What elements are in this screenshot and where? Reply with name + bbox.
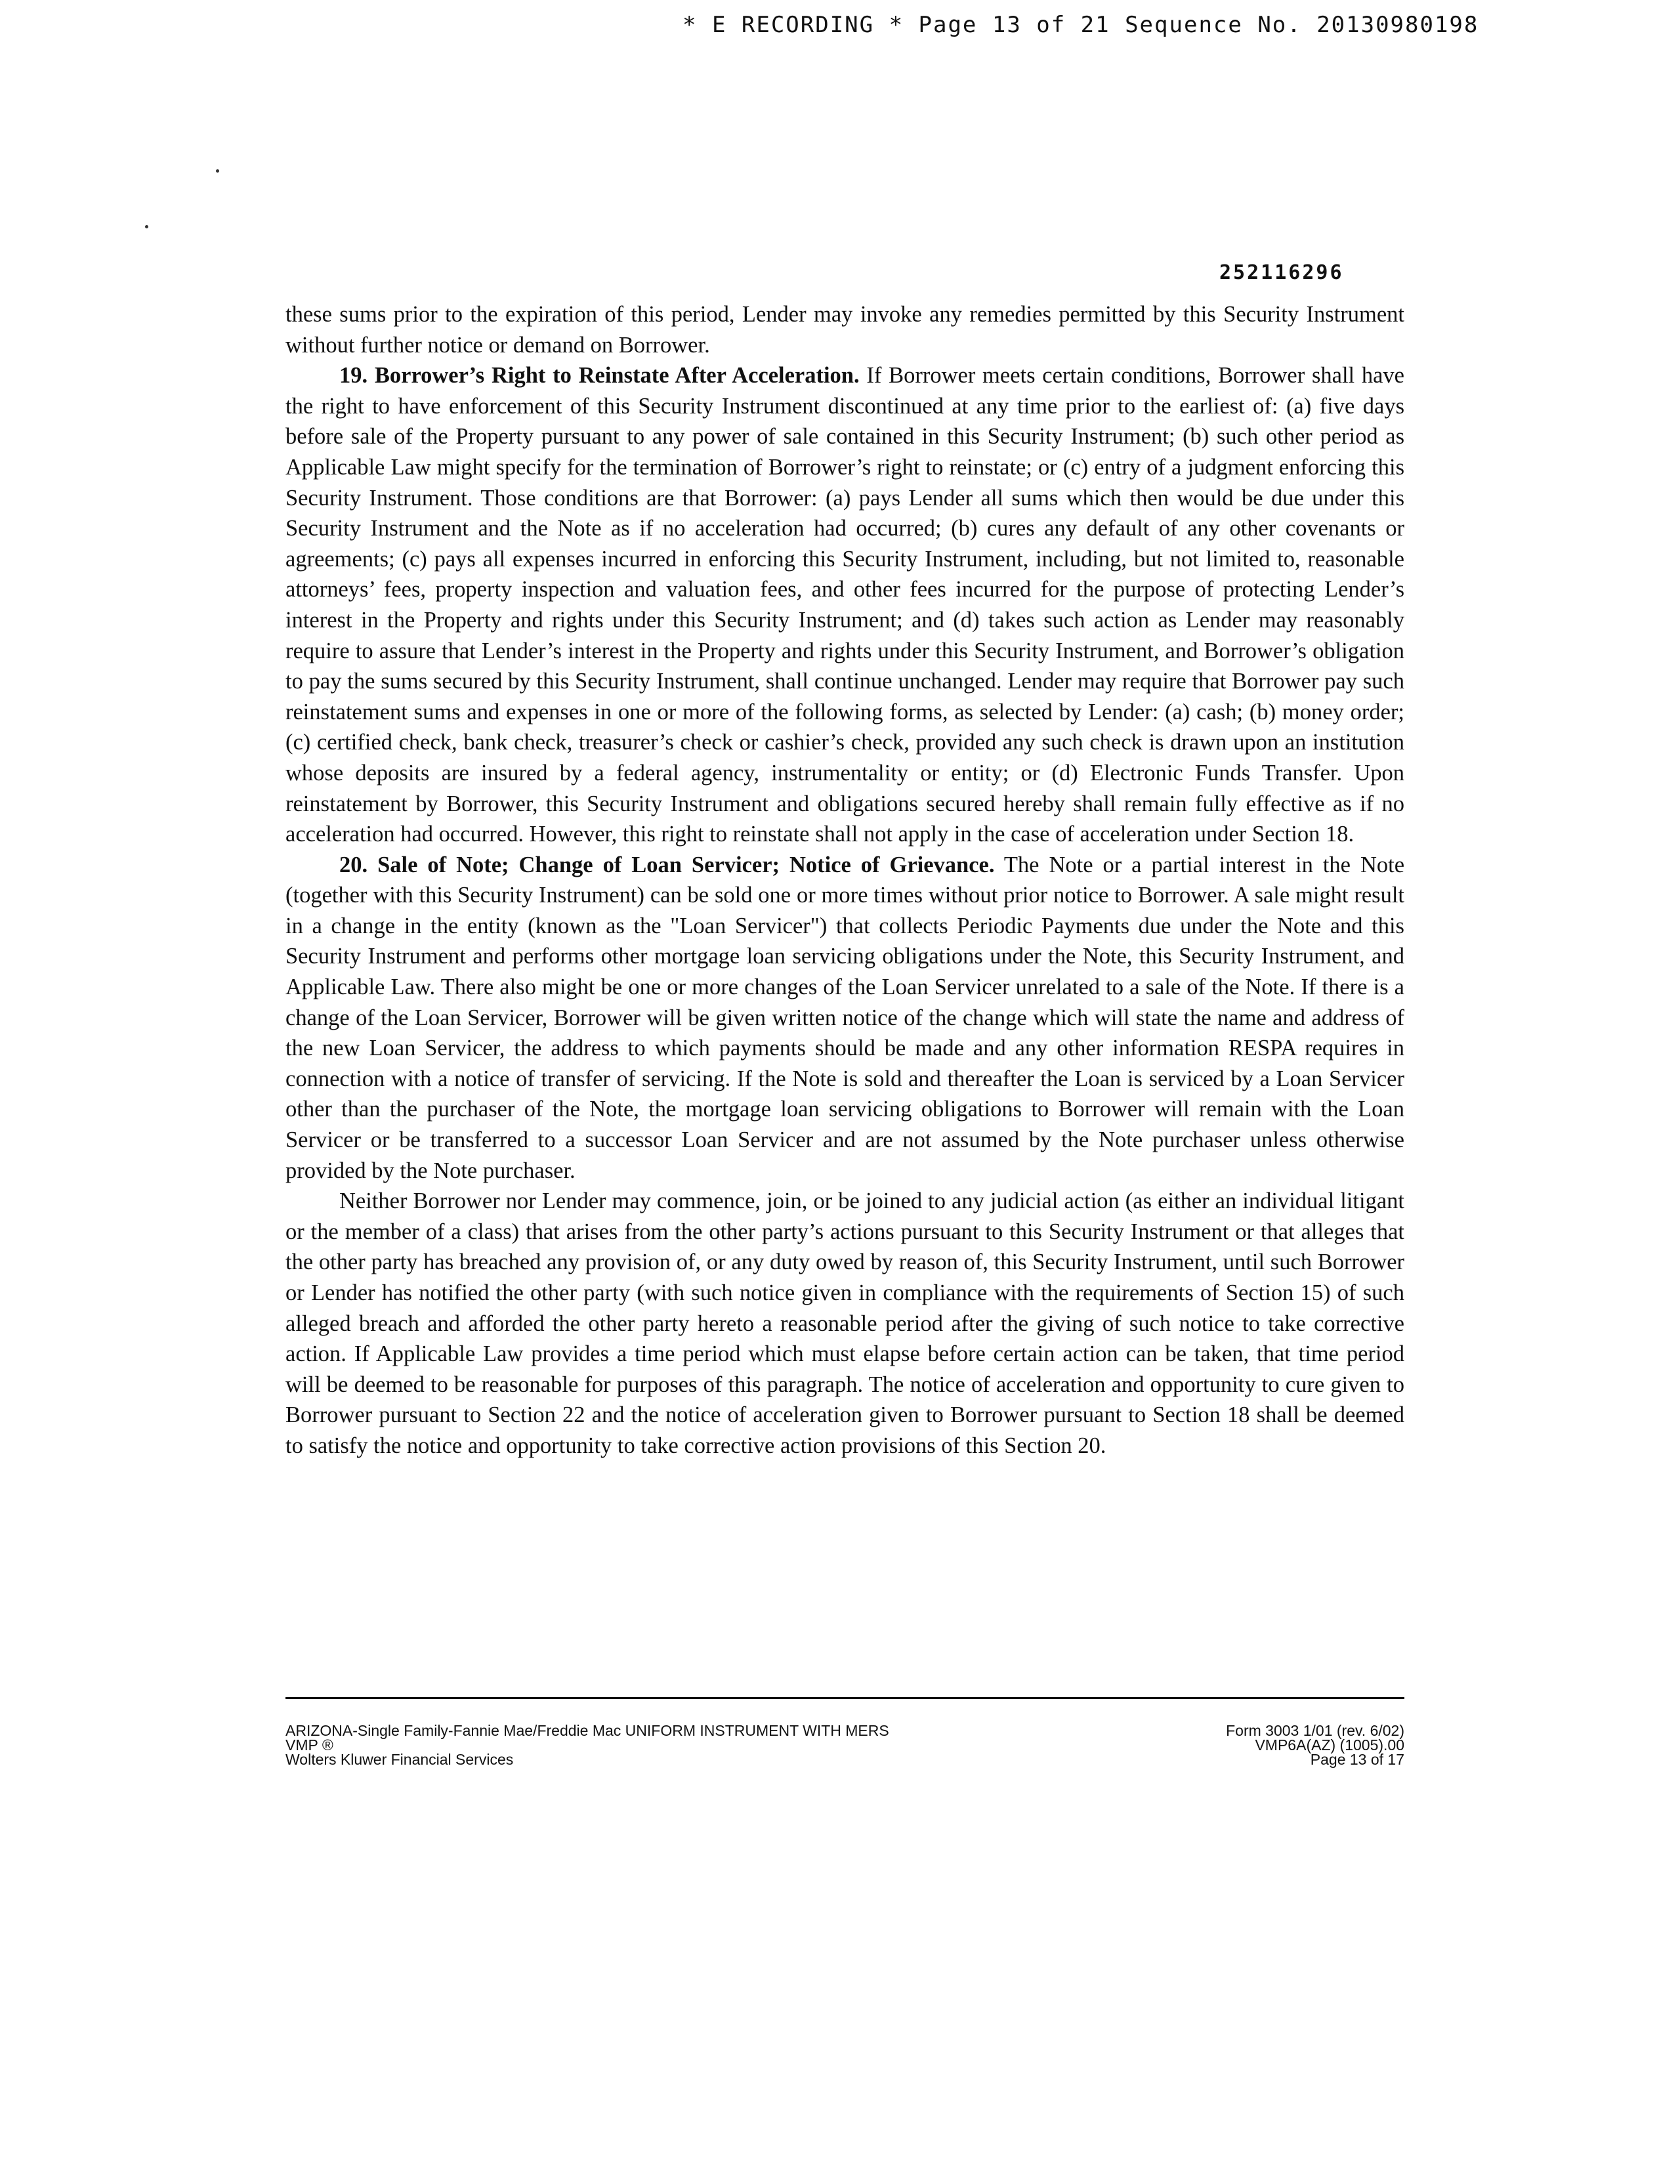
- loan-number: 252116296: [1219, 261, 1344, 284]
- footer-page-number: Page 13 of 17: [1310, 1751, 1404, 1768]
- footer-publisher: Wolters Kluwer Financial Services: [285, 1751, 514, 1768]
- footer-divider: [285, 1697, 1404, 1699]
- section-19-heading: 19. Borrower’s Right to Reinstate After Acceleration.: [339, 363, 860, 388]
- scan-speck: [216, 169, 219, 173]
- section-19-text: If Borrower meets certain conditions, Borrower shall have the right to have enforcement of this Security Instrument discontinued at any time prior to the earliest of: (a) five days before sale of the Property pursuant to any power of sale contained in this Security Instrument; (b) such other period as Applicable Law might specify for the termination of Borrower’s right to reinstate; or (c) entry of a judgment enforcing this Security Instrument. Those conditions are that Borrower: (a) pays Lender all sums which then would be due under this Security Instrument and the Note as if no acceleration had occurred; (b) cures any default of any other covenants or agreements; (c) pays all expenses incurred in enforcing this Security Instrument, including, but not limited to, reasonable attorneys’ fees, property inspection and valuation fees, and other fees incurred for the purpose of protecting Lender’s interest in the Property and rights under this Security Instrument; and (d) takes such action as Lender may reasonably require to assure that Lender’s interest in the Property and rights under this Security Instrument, and Borrower’s obligation to pay the sums secured by this Security Instrument, shall continue unchanged. Lender may require that Borrower pay such reinstatement sums and expenses in one or more of the following forms, as selected by Lender: (a) cash; (b) money order; (c) certified check, bank check, treasurer’s check or cashier’s check, provided any such check is drawn upon an institution whose deposits are insured by a federal agency, instrumentality or entity; or (d) Electronic Funds Transfer. Upon reinstatement by Borrower, this Security Instrument and obligations secured hereby shall remain fully effective as if no acceleration had occurred. However, this right to reinstate shall not apply in the case of acceleration under Section 18.: [285, 363, 1404, 847]
- footer-form-description: [285, 1723, 1073, 1767]
- footer-form-number: Form 3003 1/01 (rev. 6/02): [1226, 1722, 1404, 1739]
- recording-header: * E RECORDING * Page 13 of 21 Sequence No. 20130980198: [682, 12, 1479, 38]
- footer-form-info: [1076, 1723, 1404, 1767]
- section-20-paragraph: [285, 850, 1404, 1186]
- grievance-paragraph: Neither Borrower nor Lender may commence, join, or be joined to any judicial action (as either an individual litigant or the member of a class) that arises from the other party’s actions pursuant to this Security Instrument or that alleges that the other party has breached any provision of, or any duty owed by reason of, this Security Instrument, until such Borrower or Lender has notified the other party (with such notice given in compliance with the requirements of Section 15) of such alleged breach and afforded the other party hereto a reasonable period after the giving of such notice to take corrective action. If Applicable Law provides a time period which must elapse before certain action can be taken, that time period will be deemed to be reasonable for purposes of this paragraph. The notice of acceleration and opportunity to cure given to Borrower pursuant to Section 22 and the notice of acceleration given to Borrower pursuant to Section 18 shall be deemed to satisfy the notice and opportunity to take corrective action provisions of this Section 20.: [285, 1188, 1404, 1458]
- section-20-text: The Note or a partial interest in the Note (together with this Security Instrument) can be sold one or more times without prior notice to Borrower. A sale might result in a change in the entity (known as the "Loan Servicer") that collects Periodic Payments due under the Note and this Security Instrument and performs other mortgage loan servicing obligations under the Note, this Security Instrument, and Applicable Law. There also might be one or more changes of the Loan Servicer unrelated to a sale of the Note. If there is a change of the Loan Servicer, Borrower will be given written notice of the change which will state the name and address of the new Loan Servicer, the address to which payments should be made and any other information RESPA requires in connection with a notice of transfer of servicing. If the Note is sold and thereafter the Loan is serviced by a Loan Servicer other than the purchaser of the Note, the mortgage loan servicing obligations to Borrower will remain with the Loan Servicer or be transferred to a successor Loan Servicer and are not assumed by the Note purchaser unless otherwise provided by the Note purchaser.: [285, 852, 1405, 1183]
- document-body: [285, 299, 1404, 1461]
- footer-vmp-mark: VMP ®: [285, 1736, 333, 1754]
- continuation-paragraph: these sums prior to the expiration of this period, Lender may invoke any remedies permitted by this Security Instrument without further notice or demand on Borrower.: [285, 302, 1404, 358]
- section-19-paragraph: [285, 360, 1404, 850]
- footer-form-code: VMP6A(AZ) (1005).00: [1255, 1736, 1404, 1754]
- footer-instrument-title: ARIZONA-Single Family-Fannie Mae/Freddie Mac UNIFORM INSTRUMENT WITH MERS: [285, 1722, 889, 1739]
- scan-speck: [145, 225, 148, 228]
- section-20-heading: 20. Sale of Note; Change of Loan Servicer; Notice of Grievance.: [339, 852, 995, 877]
